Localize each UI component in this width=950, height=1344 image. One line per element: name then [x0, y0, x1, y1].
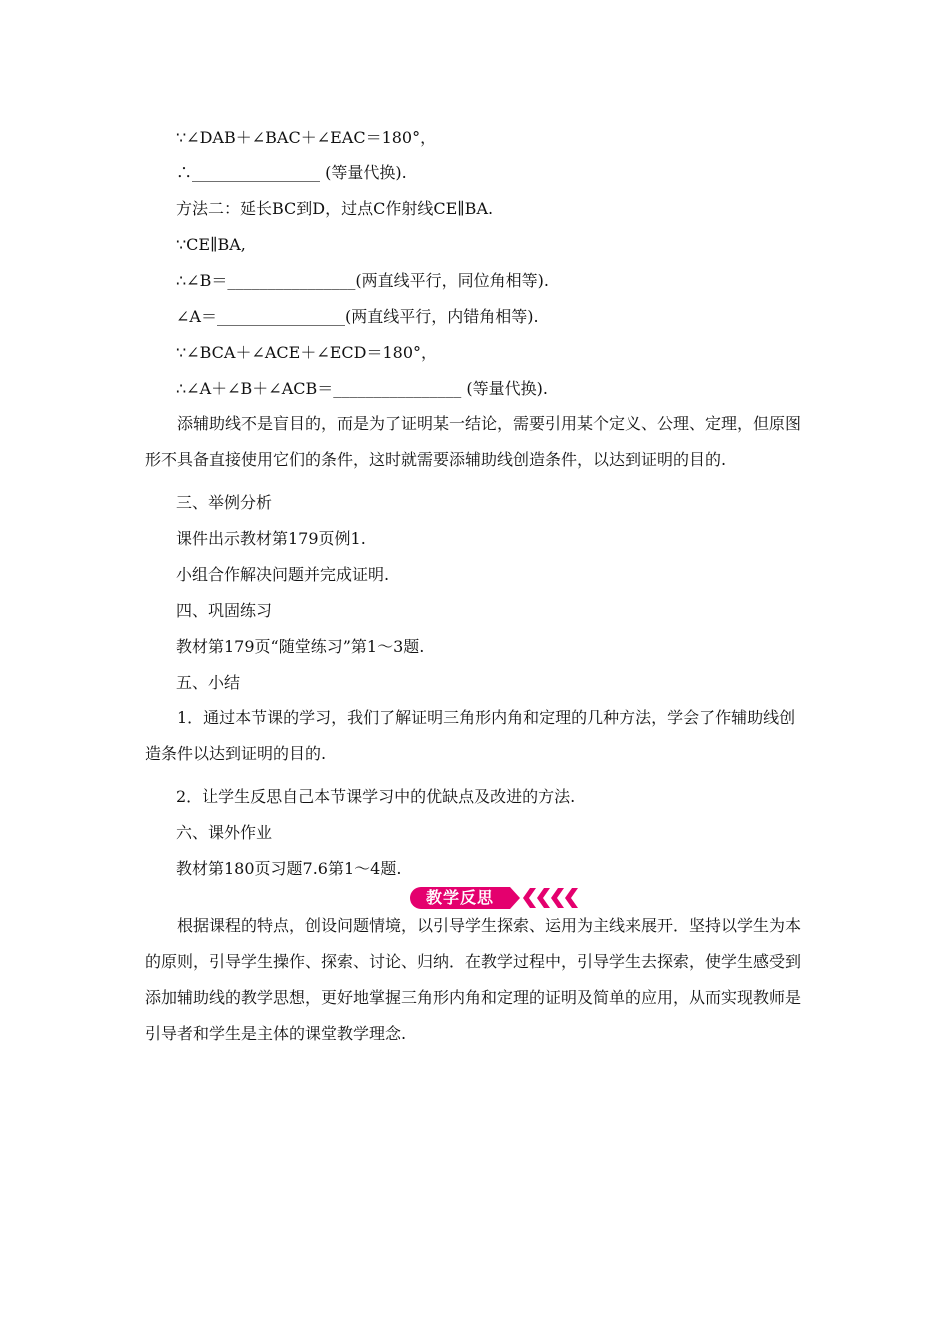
summary-item-1: 1．通过本节课的学习，我们了解证明三角形内角和定理的几种方法，学会了作辅助线创造条件以达到证明的目的. [145, 708, 796, 763]
section-3-line-2: 小组合作解决问题并完成证明. [176, 565, 390, 584]
method-two-line: 方法二：延长BC到D，过点C作射线CE∥BA. [176, 199, 494, 218]
section-4-line-1: 教材第179页“随堂练习”第1～3题. [176, 637, 425, 656]
proof-line-4: ∴∠B＝________________(两直线平行，同位角相等). [176, 271, 549, 290]
proof-line-5: ∠A＝________________(两直线平行，内错角相等). [176, 307, 539, 326]
auxiliary-line-paragraph: 添辅助线不是盲目的，而是为了证明某一结论，需要引用某个定义、公理、定理，但原图形不具备直接使用它们的条件，这时就需要添辅助线创造条件，以达到证明的目的. [145, 414, 802, 469]
reflection-paragraph: 根据课程的特点，创设问题情境，以引导学生探索、运用为主线来展开．坚持以学生为本的原则，引导学生操作、探索、讨论、归纳．在教学过程中，引导学生去探索，使学生感受到添加辅助线的教学思想，更好地掌握三角形内角和定理的证明及简单的应用，从而实现教师是引导者和学生是主体的课堂教学理念. [145, 916, 802, 1043]
section-3-title: 三、举例分析 [176, 493, 273, 512]
section-6-line-1: 教材第180页习题7.6第1～4题. [176, 859, 402, 878]
banner-chevrons [524, 887, 580, 909]
proof-line-1: ∵∠DAB＋∠BAC＋∠EAC＝180°， [176, 128, 437, 147]
proof-line-2: ∴________________ (等量代换). [176, 163, 407, 182]
proof-line-3: ∵CE∥BA, [176, 235, 246, 254]
proof-line-7: ∴∠A＋∠B＋∠ACB＝________________ (等量代换). [176, 379, 548, 398]
section-5-title: 五、小结 [176, 673, 241, 692]
section-4-title: 四、巩固练习 [176, 601, 273, 620]
chevron-left-icon [564, 887, 580, 909]
section-6-title: 六、课外作业 [176, 823, 273, 842]
summary-item-2: 2．让学生反思自己本节课学习中的优缺点及改进的方法. [176, 787, 576, 806]
proof-line-6: ∵∠BCA＋∠ACE＋∠ECD＝180°， [176, 343, 438, 362]
banner-label: 教学反思 [410, 887, 510, 909]
section-3-line-1: 课件出示教材第179页例1. [176, 529, 366, 548]
